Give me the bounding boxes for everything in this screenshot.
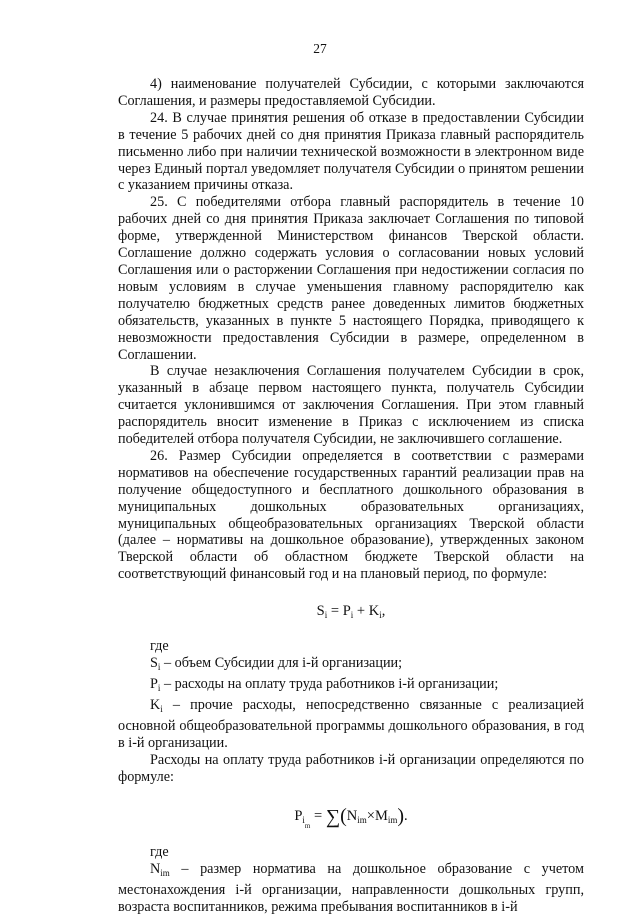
formula2-n: N [346,808,358,825]
formula2-p: P [294,808,303,825]
definition-p [118,676,584,697]
formula-k-sub: i [379,610,382,621]
def-n-sub: im [160,868,170,879]
definition-k [118,697,584,752]
paragraph-25: 25. С победителями отбора главный распорядитель в течение 10 рабочих дней со дня принятия Приказа заключает Соглашения по типовой форме, утвержденной Министерством финансов Тверской области. Соглашение должно содержать условия о согласовании новых условий Соглашения или о расторжении Соглашения при недостижении согласия по новым условиям в случае уменьшения главному распорядителю как получателю бюджетных средств ранее доведенных лимитов бюджетных обязательств, указанных в пункте 5 настоящего Порядка, приводящего к невозможности предоставления Субсидии в размере, определенном в Соглашении. [118,194,584,363]
def-p-sub: i [157,683,161,693]
formula2-eq: = [310,808,326,825]
def-p-symbol: P [150,676,158,692]
formula-end: , [381,603,386,620]
formula-plus: + [353,603,369,620]
page-number: 27 [313,41,327,56]
paragraph-24: 24. В случае принятия решения об отказе в предоставлении Субсидии в течение 5 рабочих дней со дня принятия Приказа главный распорядитель письменно либо при наличии технической возможности в электронном виде через Единый портал уведомляет получателя Субсидии о принятом решении с указанием причины отказа. [118,109,584,194]
formula2-rparen: ) [397,805,405,828]
sum-sign: ∑ [325,806,341,829]
def-n-text: – размер норматива на дошкольное образование с учетом местонахождения i-й организации, направленности дошкольных групп, возраста воспитанников, режима пребывания воспитанников в i-й [118,861,584,916]
document-body [118,76,584,916]
formula-p-sub: i [350,610,354,621]
formula2-m: M [374,808,388,825]
definition-n [118,861,584,916]
formula2-p-sub: im [302,815,311,831]
formula-s-sub: i [324,610,328,621]
def-s-text: – объем Субсидии для i-й организации; [160,655,403,672]
formula2-end: . [404,808,408,825]
def-s-symbol: S [150,655,158,672]
def-n-symbol: N [150,861,161,878]
def-s-sub: i [157,662,161,673]
def-p-text: – расходы на оплату труда работников i-й организации; [160,676,499,692]
formula2-n-sub: im [357,815,367,826]
paragraph-25-cont: В случае незаключения Соглашения получателем Субсидии в срок, указанный в абзаце первом настоящего пункта, получатель Субсидии считается уклонившимся от заключения Соглашения. При этом главный распорядитель вносит изменение в Приказ с исключением из списка победителей отбора получателя Субсидии, не заключившего соглашение. [118,363,584,448]
formula-s: S [316,603,325,620]
formula2-lparen: ( [340,805,347,828]
where-label-2: где [150,844,169,861]
def-k-symbol: K [150,696,161,713]
formula-labor [118,805,584,830]
where-label: где [150,638,169,655]
paragraph-26: 26. Размер Субсидии определяется в соответствии с размерами нормативов на обеспечение государственных гарантий реализации прав на получение общедоступного и бесплатного дошкольного образования в муниципальных дошкольных образовательных организациях, муниципальных общеобразовательных организациях Тверской области (далее – нормативы на дошкольное образование), утвержденных законом Тверской области об областном бюджете Тверской области на соответствующий финансовый год и на плановый период, по формуле: [118,447,584,583]
formula2-p-subsub: m [304,822,311,831]
formula-k: K [368,603,380,620]
formula-subsidy [118,603,584,620]
formula2-times: × [366,808,375,825]
def-k-sub: i [160,703,163,714]
formula2-m-sub: im [387,815,398,826]
def-k-text: – прочие расходы, непосредственно связанные с реализацией основной общеобразовательной программы дошкольного образования, в год в i-й организации. [118,696,584,751]
definition-s [118,655,584,676]
formula-eq: = [327,603,343,620]
paragraph-labor-costs: Расходы на оплату труда работников i-й организации определяются по формуле: [118,751,584,785]
formula-p: P [342,603,351,620]
paragraph-item-4: 4) наименование получателей Субсидии, с которыми заключаются Соглашения, и размеры предоставляемой Субсидии. [118,76,584,109]
